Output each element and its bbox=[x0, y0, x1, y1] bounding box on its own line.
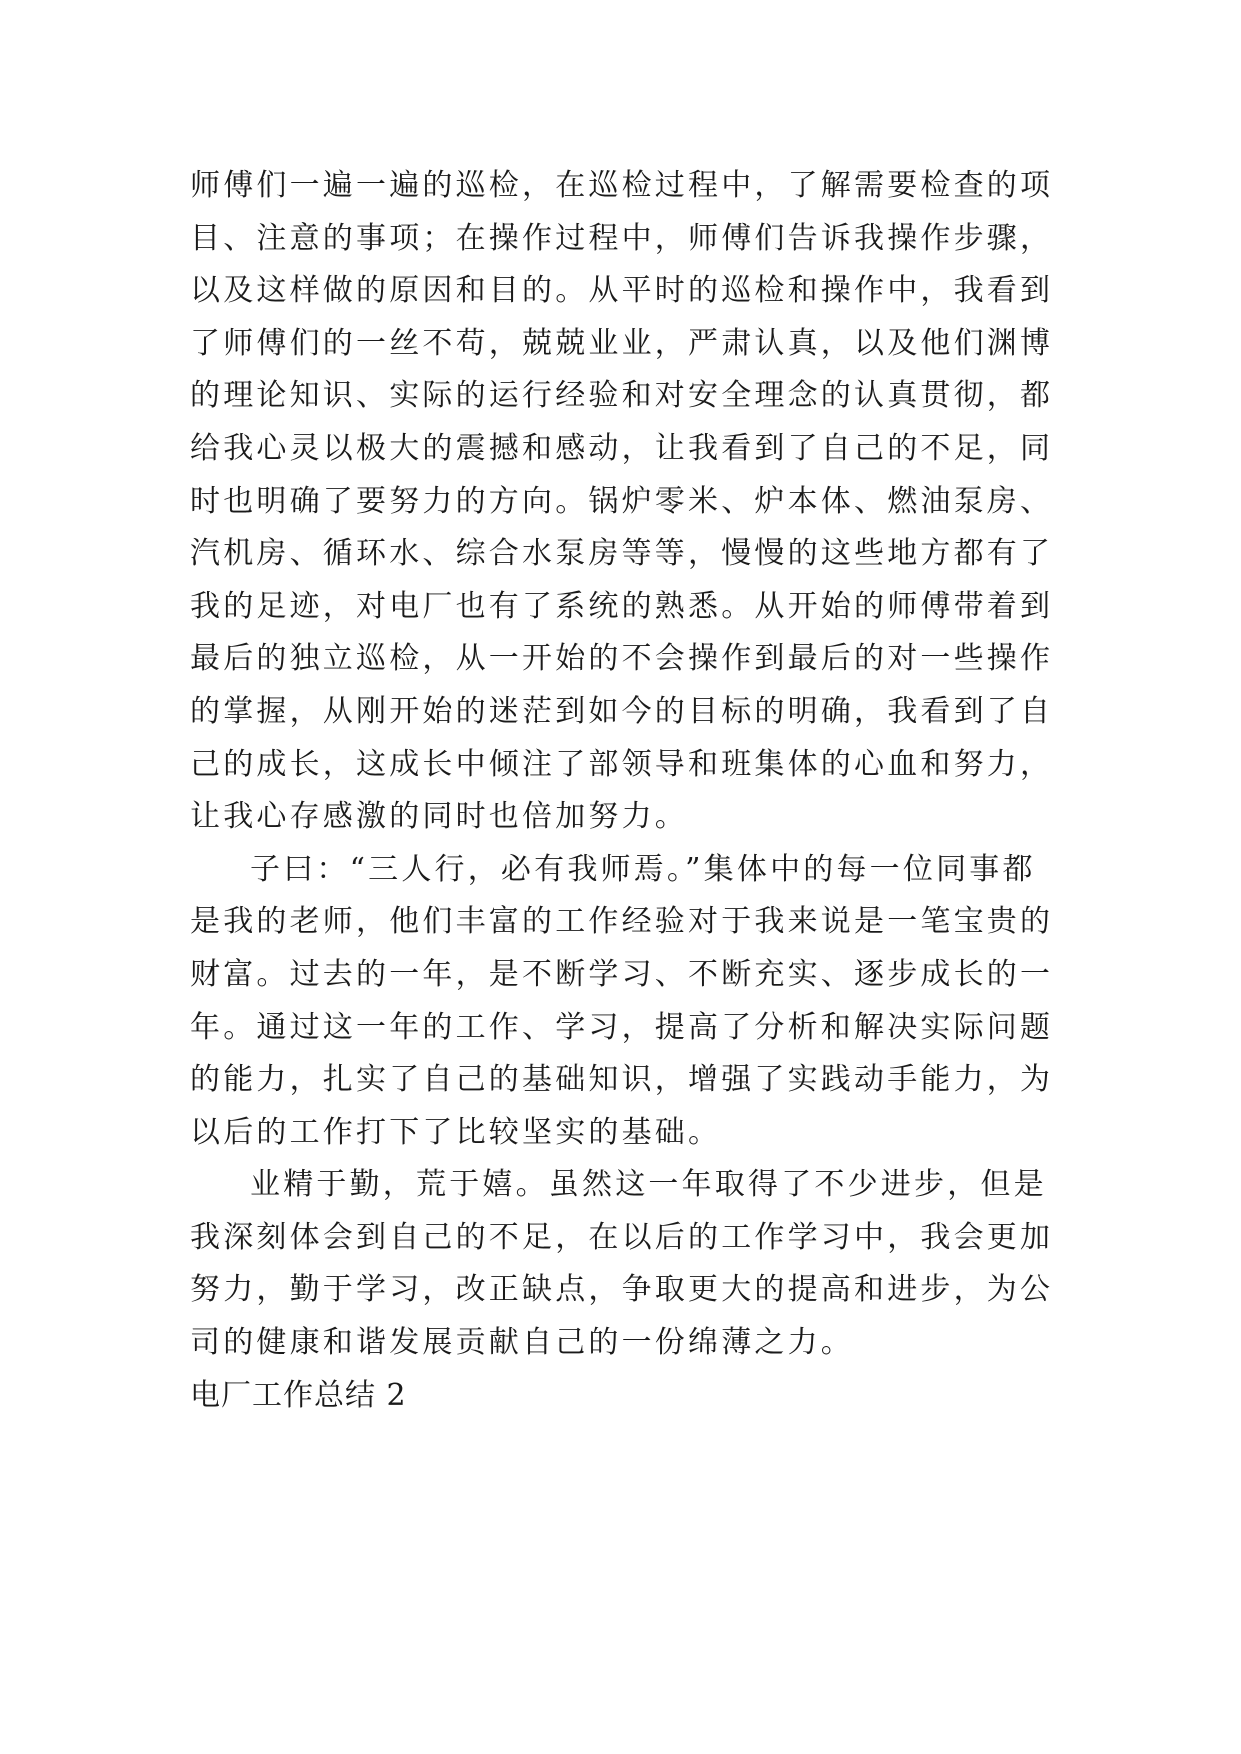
section-heading: 电厂工作总结 2 bbox=[190, 1377, 407, 1413]
paragraph-line: 己的成长，这成长中倾注了部领导和班集体的心血和努力， bbox=[190, 746, 1054, 782]
paragraph-line: 司的健康和谐发展贡献自己的一份绵薄之力。 bbox=[190, 1325, 854, 1361]
paragraph-3 bbox=[190, 1159, 1070, 1369]
paragraph-line: 以后的工作打下了比较坚实的基础。 bbox=[190, 1114, 722, 1150]
paragraph-line: 时也明确了要努力的方向。锅炉零米、炉本体、燃油泵房、 bbox=[190, 483, 1054, 519]
paragraph-line: 汽机房、循环水、综合水泵房等等，慢慢的这些地方都有了 bbox=[190, 536, 1054, 572]
paragraph-line: 师傅们一遍一遍的巡检，在巡检过程中，了解需要检查的项 bbox=[190, 168, 1054, 203]
paragraph-line: 以及这样做的原因和目的。从平时的巡检和操作中，我看到 bbox=[190, 273, 1054, 309]
paragraph-line: 我深刻体会到自己的不足，在以后的工作学习中，我会更加 bbox=[190, 1219, 1054, 1255]
paragraph-line: 目、注意的事项；在操作过程中，师傅们告诉我操作步骤， bbox=[190, 220, 1054, 256]
paragraph-line: 的能力，扎实了自己的基础知识，增强了实践动手能力，为 bbox=[190, 1062, 1054, 1098]
paragraph-line: 子曰：“三人行，必有我师焉。”集体中的每一位同事都 bbox=[250, 851, 1036, 887]
paragraph-line: 给我心灵以极大的震撼和感动，让我看到了自己的不足，同 bbox=[190, 430, 1054, 466]
paragraph-line: 是我的老师，他们丰富的工作经验对于我来说是一笔宝贵的 bbox=[190, 904, 1054, 940]
document-body bbox=[190, 160, 1070, 1422]
paragraph-line: 我的足迹，对电厂也有了系统的熟悉。从开始的师傅带着到 bbox=[190, 588, 1054, 624]
paragraph-line: 的理论知识、实际的运行经验和对安全理念的认真贯彻，都 bbox=[190, 378, 1054, 414]
paragraph-line: 努力，勤于学习，改正缺点，争取更大的提高和进步，为公 bbox=[190, 1272, 1054, 1308]
paragraph-line: 业精于勤，荒于嬉。虽然这一年取得了不少进步，但是 bbox=[250, 1167, 1047, 1203]
paragraph-1 bbox=[190, 160, 1070, 844]
paragraph-2 bbox=[190, 844, 1070, 1160]
paragraph-line: 年。通过这一年的工作、学习，提高了分析和解决实际问题 bbox=[190, 1009, 1054, 1045]
paragraph-line: 了师傅们的一丝不苟，兢兢业业，严肃认真，以及他们渊博 bbox=[190, 325, 1054, 361]
paragraph-line: 财富。过去的一年，是不断学习、不断充实、逐步成长的一 bbox=[190, 956, 1054, 992]
paragraph-line: 让我心存感激的同时也倍加努力。 bbox=[190, 799, 688, 835]
paragraph-line: 最后的独立巡检，从一开始的不会操作到最后的对一些操作 bbox=[190, 641, 1054, 677]
paragraph-line: 的掌握，从刚开始的迷茫到如今的目标的明确，我看到了自 bbox=[190, 693, 1054, 729]
